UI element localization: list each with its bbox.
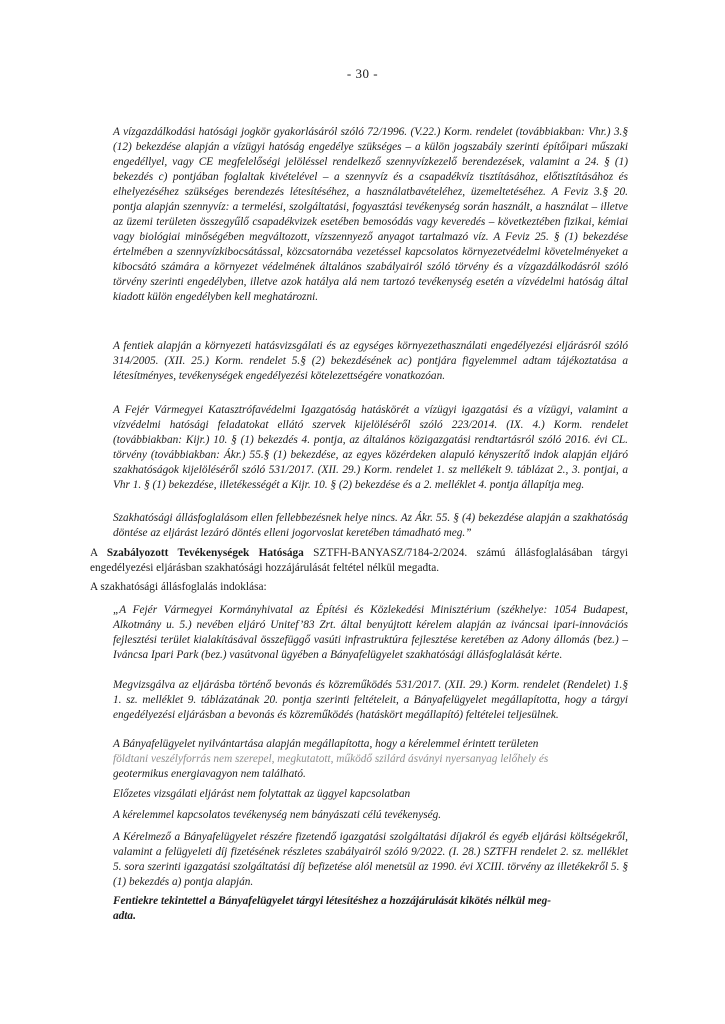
paragraph-not-mining-activity: A kérelemmel kapcsolatos tevékenység nem bányászati célú tevékenység. bbox=[113, 809, 442, 821]
paragraph-water-permit-rules: A vízgazdálkodási hatósági jogkör gyakorlásáról szóló 72/1996. (V.22.) Korm. rendelet (továbbiakban: Vhr.) 3.§ (12) bekezdése alapján a vízügyi hatóság engedélye szükséges – a külön jogszabály szerinti építőipari műszaki engedéllyel, vagy CE megfelelőségi jelöléssel rendelkező szennyvízkezelő berendezések, valamint a 24. § (1) bekezdés c) pontjában foglaltak kivételével – a szennyvíz és a csapadékvíz tisztításához, előtisztításához és elhelyezéséhez szükséges berendezés létesítéséhez, a használatbavételéhez, üzemeltetéséhez. A Feviz 3.§ 20. pontja alapján szennyvíz: a termelési, szolgáltatási, fogyasztási tevékenység során használt, a használat – illetve az üzemi területen összegyűlő csapadékvizek esetében bemosódás vagy keveredés – következtében fizikai, kémiai vagy biológiai minőségében megváltozott, vízszennyező anyagot tartalmazó víz. A Feviz 25. § (1) bekezdése értelmében a szennyvízkibocsátással, közcsatornába vezetéssel kapcsolatos környezetvédelmi követelményeket a kibocsátó számára a környezet védelmének általános szabályairól szóló törvény és a vízgazdálkodásról szóló törvény szerinti engedélyben, illetve azok hatálya alá nem tartozó tevékenység esetén a vízvédelmi hatóság által kiadott külön engedélyben kell meghatározni. bbox=[113, 126, 628, 303]
conclusion-line-2: adta. bbox=[113, 910, 136, 922]
paragraph-application-request: „A Fejér Vármegyei Kormányhivatal az Építési és Közlekedési Minisztérium (székhelye: 1054 Budapest, Alkotmány u. 5.) nevében eljáró Unitef’83 Zrt. által benyújtott kérelem alapján az iváncsai ipari-innovációs fejlesztési terület kialakításával összefüggő vasúti infrastruktúra fejlesztése keretében az Adony állomás (bez.) – Iváncsa Ipari Park (bez.) vasútvonal ügyében a Bányafelügyelet szakhatósági állásfoglalását kérte. bbox=[113, 604, 628, 661]
paragraph-registry-findings bbox=[113, 737, 628, 782]
paragraph-preliminary-review: Előzetes vizsgálati eljárást nem folytattak az üggyel kapcsolatban bbox=[113, 788, 411, 800]
registry-line-3: geotermikus energiavagyon nem található. bbox=[113, 768, 306, 780]
authority-name: Szabályozott Tevékenységek Hatósága bbox=[106, 547, 304, 559]
paragraph-environmental-info: A fentiek alapján a környezeti hatásvizsgálati és az egységes környezethasználati engedélyezési eljárásról szóló 314/2005. (XII. 25.) Korm. rendelet 5.§ (2) bekezdésének ac) pontjára figyelemmel adtam tájékoztatása a létesítményes, tevékenységek engedélyezési kötelezettségére vonatkozóan. bbox=[113, 340, 628, 382]
text-suffix: SZTFH-BANYASZ/7184-2/2024. számú állásfoglalásában tárgyi engedélyezési eljárásban szakhatósági hozzájárulását feltétel nélkül megadta. bbox=[90, 547, 629, 574]
paragraph-involvement-review: Megvizsgálva az eljárásba történő bevonás és közreműködés 531/2017. (XII. 29.) Korm. rendelet (Rendelet) 1.§ 1. sz. melléklet 9. táblázatának 20. pontja szerinti feltételeit, a Bányafelügyelet megállapította, hogy a tárgyi engedélyezési eljárásban a bevonás és közreműködés (hatáskört megállapító) feltételei teljesülnek. bbox=[113, 679, 628, 721]
registry-line-2: földtani veszélyforrás nem szerepel, megkutatott, működő szilárd ásványi nyersanyag lelőhely és bbox=[113, 753, 549, 765]
paragraph-no-appeal: Szakhatósági állásfoglalásom ellen fellebbezésnek helye nincs. Az Ákr. 55. § (4) bekezdése alapján a szakhatóság döntése az eljárást lezáró döntés elleni jogorvoslat keretében támadható meg.” bbox=[113, 512, 628, 539]
paragraph-conclusion bbox=[113, 894, 628, 924]
heading-justification: A szakhatósági állásfoglalás indoklása: bbox=[90, 581, 267, 593]
paragraph-disaster-authority-competence: A Fejér Vármegyei Katasztrófavédelmi Igazgatóság hatáskörét a vízügyi igazgatási és a vízügyi, valamint a vízvédelmi hatósági feladatokat ellátó szervek kijelöléséről szóló 223/2014. (IX. 4.) Korm. rendelet (továbbiakban: Kijr.) 10. § (1) bekezdés 4. pontja, az általános közigazgatási rendtartásról szóló 2016. évi CL. törvény (továbbiakban: Ákr.) 55.§ (1) bekezdése, az egyes közérdeken alapuló kényszerítő indok alapján eljáró szakhatóságok kijelöléséről szóló 531/2017. (XII. 29.) Korm. rendelet 1. sz mellékelt 9. táblázat 2., 3. pontjai, a Vhr 1. § (1) bekezdése, illetékességét a Kijr. 10. § (2) bekezdése és a 2. melléklet 4. pontja állapítja meg. bbox=[113, 404, 628, 491]
registry-line-1: A Bányafelügyelet nyilvántartása alapján megállapította, hogy a kérelemmel érintett területen bbox=[113, 738, 539, 750]
page-number: - 30 - bbox=[346, 66, 379, 81]
text-prefix: A bbox=[90, 547, 107, 559]
paragraph-fee-exemption: A Kérelmező a Bányafelügyelet részére fizetendő igazgatási szolgáltatási díjakról és egyéb eljárási költségekről, valamint a felügyeleti díj fizetésének részletes szabályairól szóló 9/2022. (I. 28.) SZTFH rendelet 2. sz. melléklet 5. sora szerinti igazgatási szolgáltatási díj befizetése alól menetsül az 1990. évi XCIII. törvény az illetékekről 5. § (1) bekezdés a) pontja alapján. bbox=[113, 831, 628, 888]
conclusion-line-1: Fentiekre tekintettel a Bányafelügyelet tárgyi létesítéshez a hozzájárulását kikötés nélkül meg- bbox=[113, 895, 552, 907]
paragraph-regulated-activities-authority bbox=[90, 546, 628, 576]
